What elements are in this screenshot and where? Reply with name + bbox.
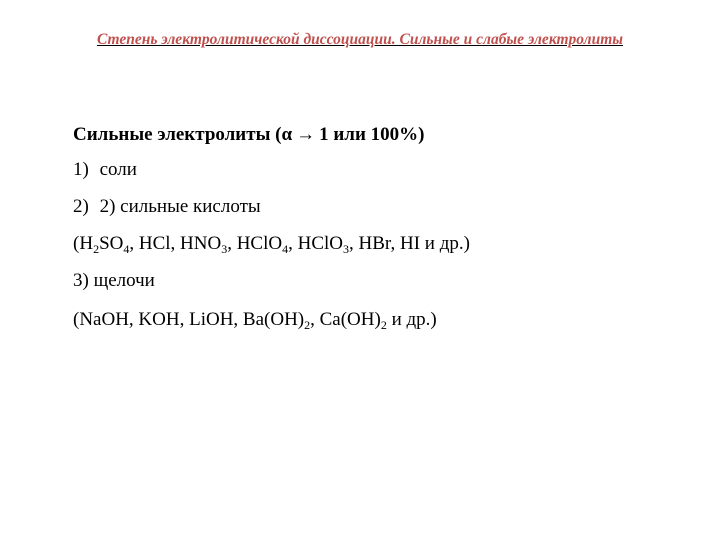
heading-suffix: 1 или 100%) [319,124,425,145]
subscript: 2 [380,318,387,332]
subscript: 2 [93,242,100,256]
formula-part: (H [73,233,94,254]
formula-part: , HBr, HI и др.) [349,233,470,254]
formula-part: , HCl, HNO [129,233,222,254]
formula-part: и др.) [386,309,437,330]
list-item-strong-acids [73,194,261,220]
list-item-salts [73,157,137,183]
acids-formula-line [73,231,470,257]
subscript: 3 [221,242,228,256]
arrow-icon: → [296,124,316,145]
subscript: 2 [304,318,311,332]
slide-title [0,31,720,49]
heading-prefix: Сильные электролиты (α [73,124,293,145]
formula-part: (NaOH, KOH, LiOH, Ba(OH) [73,309,305,330]
list-item-alkalis [73,268,155,294]
list-item-number: 2) [73,196,89,217]
subscript: 3 [343,242,350,256]
subscript: 4 [282,242,289,256]
slide-title-text: Степень электролитической диссоциации. Сильные и слабые электролиты [96,31,624,48]
formula-part: , HClO [227,233,283,254]
list-item-text: 2) сильные кислоты [99,196,261,217]
formula-part: , HClO [288,233,344,254]
formula-part: , Ca(OH) [310,309,381,330]
alkalis-formula-line [73,307,437,333]
list-item-text: 3) щелочи [73,270,155,291]
list-item-number: 1) [73,159,89,180]
list-item-text: соли [99,159,137,180]
formula-part: SO [99,233,124,254]
strong-electrolytes-heading [73,122,424,148]
subscript: 4 [123,242,130,256]
